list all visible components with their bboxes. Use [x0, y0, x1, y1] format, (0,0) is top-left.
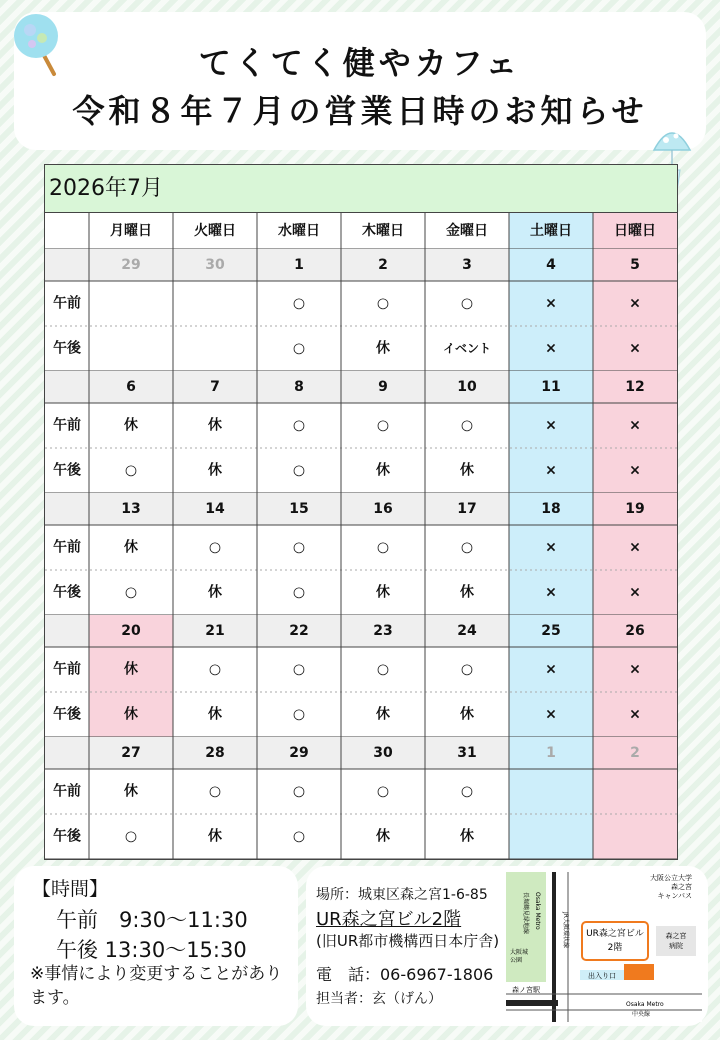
date-row-bg	[45, 493, 89, 525]
slot-status: ○	[208, 539, 222, 556]
slot-status: ×	[629, 539, 641, 556]
date-number: 1	[546, 745, 556, 761]
location-address: 場所：城東区森之宮1-6-85	[316, 887, 488, 903]
slot-status: ○	[292, 584, 306, 601]
slot-label: 午前	[53, 295, 81, 312]
slot-status: ○	[460, 783, 474, 800]
date-number: 6	[126, 379, 136, 395]
slot-label: 午後	[53, 340, 81, 357]
date-row-bg	[45, 615, 89, 647]
slot-label: 午前	[53, 539, 81, 556]
slot-status: 休	[124, 706, 138, 723]
map-label: 病院	[669, 942, 683, 950]
map-label: 森ノ宮駅	[512, 986, 540, 994]
slot-status: ×	[545, 706, 557, 723]
map-label: Osaka Metro	[626, 1001, 664, 1008]
slot-status: ○	[208, 783, 222, 800]
date-number: 31	[457, 745, 477, 761]
slot-status: ○	[460, 295, 474, 312]
slot-status: ○	[460, 539, 474, 556]
date-number: 29	[289, 745, 309, 761]
slot-status: ×	[629, 706, 641, 723]
date-number: 2	[630, 745, 640, 761]
date-number: 13	[121, 501, 141, 517]
date-number: 9	[378, 379, 388, 395]
slot-label: 午後	[53, 706, 81, 723]
slot-status: 休	[208, 706, 222, 723]
slot-status: ○	[292, 783, 306, 800]
slot-status: ×	[545, 539, 557, 556]
date-row-bg	[45, 371, 89, 403]
weekday-label: 火曜日	[194, 223, 236, 239]
map-label: 大阪公立大学	[650, 874, 692, 882]
uchiwa-fan-icon	[10, 8, 70, 78]
staff-contact: 担当者：玄（げん）	[316, 991, 442, 1007]
slot-status: ○	[292, 340, 306, 357]
map-label: 森之宮	[671, 883, 692, 891]
date-number: 11	[541, 379, 561, 395]
slot-status: ○	[292, 417, 306, 434]
slot-status: 休	[376, 584, 390, 601]
date-row-bg	[45, 737, 89, 769]
map-label: キャンパス	[657, 892, 692, 900]
slot-status: ×	[545, 661, 557, 678]
date-number: 12	[625, 379, 645, 395]
slot-status: 休	[124, 539, 138, 556]
weekday-label: 金曜日	[446, 223, 488, 239]
slot-status: ○	[376, 661, 390, 678]
slot-label: 午後	[53, 828, 81, 845]
date-number: 18	[541, 501, 561, 517]
slot-status: 休	[376, 706, 390, 723]
map-label: Osaka Metro	[534, 892, 541, 930]
slot-status: ×	[629, 295, 641, 312]
slot-status: ○	[292, 539, 306, 556]
calendar-grid	[45, 165, 677, 859]
map-label: 森之宮	[665, 932, 687, 940]
slot-status: ○	[208, 661, 222, 678]
date-number: 27	[121, 745, 141, 761]
slot-status: 休	[124, 417, 138, 434]
date-number: 26	[625, 623, 645, 639]
date-number: 22	[289, 623, 309, 639]
access-map	[506, 872, 702, 1022]
location-building: UR森之宮ビル2階	[316, 909, 462, 930]
map-label: 出入り口	[588, 972, 616, 980]
map-label: 大阪城	[510, 949, 529, 956]
slot-status: 休	[208, 417, 222, 434]
slot-status: ○	[292, 295, 306, 312]
slot-status: ○	[124, 584, 138, 601]
map-label: UR森之宮ビル	[586, 929, 644, 939]
slot-status: ○	[292, 661, 306, 678]
date-number: 15	[289, 501, 309, 517]
date-number: 4	[546, 257, 556, 273]
date-number: 8	[294, 379, 304, 395]
slot-label: 午後	[53, 462, 81, 479]
date-number: 20	[121, 623, 141, 639]
map-label: 公園	[510, 957, 523, 964]
date-number: 29	[121, 257, 141, 273]
slot-status: ○	[292, 462, 306, 479]
slot-status: 休	[208, 462, 222, 479]
date-number: 17	[457, 501, 477, 517]
date-number: 30	[205, 257, 225, 273]
slot-status: 休	[460, 828, 474, 845]
page-title: てくてく健やカフェ	[198, 44, 522, 82]
date-number: 16	[373, 501, 393, 517]
hours-title: 【時間】	[32, 878, 109, 900]
slot-label: 午前	[53, 661, 81, 678]
date-number: 25	[541, 623, 561, 639]
slot-label: 午前	[53, 783, 81, 800]
slot-status: ×	[545, 295, 557, 312]
location-former-name: (旧UR都市機構西日本庁舎)	[316, 932, 500, 950]
calendar-month-heading: 2026年7月	[45, 165, 677, 213]
slot-status: ×	[629, 340, 641, 357]
slot-status: 休	[460, 706, 474, 723]
slot-status: イベント	[442, 341, 492, 356]
slot-status: 休	[460, 584, 474, 601]
date-number: 24	[457, 623, 477, 639]
slot-status: 休	[376, 462, 390, 479]
date-number: 2	[378, 257, 388, 273]
hours-morning: 午前 9:30～11:30	[56, 908, 248, 932]
slot-status: ○	[376, 539, 390, 556]
weekday-label: 水曜日	[278, 223, 320, 239]
map-label: 中央線	[632, 1011, 651, 1018]
slot-status: ○	[292, 828, 306, 845]
date-number: 14	[205, 501, 225, 517]
slot-status: 休	[208, 584, 222, 601]
slot-status: ○	[124, 828, 138, 845]
date-number: 5	[630, 257, 640, 273]
slot-label: 午前	[53, 417, 81, 434]
slot-status: ○	[124, 462, 138, 479]
date-number: 7	[210, 379, 220, 395]
slot-status: 休	[208, 828, 222, 845]
slot-status: ○	[292, 706, 306, 723]
date-number: 3	[462, 257, 472, 273]
date-number: 21	[205, 623, 225, 639]
date-number: 28	[205, 745, 225, 761]
date-number: 23	[373, 623, 393, 639]
slot-status: ○	[376, 783, 390, 800]
slot-status: ×	[545, 417, 557, 434]
slot-status: ○	[376, 417, 390, 434]
hours-note: ※事情により変更することがあります。	[30, 964, 283, 1008]
slot-status: ×	[629, 462, 641, 479]
slot-status: 休	[124, 661, 138, 678]
calendar-table	[44, 164, 678, 860]
slot-status: 休	[124, 783, 138, 800]
weekday-label: 日曜日	[614, 223, 656, 239]
weekday-label: 土曜日	[530, 223, 572, 239]
weekday-label: 木曜日	[362, 223, 404, 239]
slot-status: ○	[460, 661, 474, 678]
slot-status: ○	[376, 295, 390, 312]
map-label: JR大阪環状線	[562, 912, 569, 948]
slot-status: ×	[545, 584, 557, 601]
weekday-label: 月曜日	[110, 223, 152, 239]
slot-status: ×	[629, 584, 641, 601]
slot-status: 休	[376, 340, 390, 357]
map-label: 2階	[607, 943, 623, 953]
date-number: 1	[294, 257, 304, 273]
slot-status: ×	[629, 661, 641, 678]
date-number: 10	[457, 379, 477, 395]
date-row-bg	[45, 249, 89, 281]
hours-afternoon: 午後 13:30～15:30	[56, 938, 247, 962]
slot-status: ×	[545, 462, 557, 479]
date-number: 30	[373, 745, 393, 761]
building-marker	[624, 964, 654, 980]
page-subtitle: 令和８年７月の営業日時のお知らせ	[72, 92, 648, 130]
slot-label: 午後	[53, 584, 81, 601]
slot-status: ×	[629, 417, 641, 434]
slot-status: 休	[460, 462, 474, 479]
slot-status: 休	[376, 828, 390, 845]
slot-status: ×	[545, 340, 557, 357]
date-number: 19	[625, 501, 645, 517]
map-label: 長堀鶴見緑地線	[522, 892, 529, 935]
phone-number: 電 話：06-6967-1806	[316, 965, 494, 984]
slot-status: ○	[460, 417, 474, 434]
